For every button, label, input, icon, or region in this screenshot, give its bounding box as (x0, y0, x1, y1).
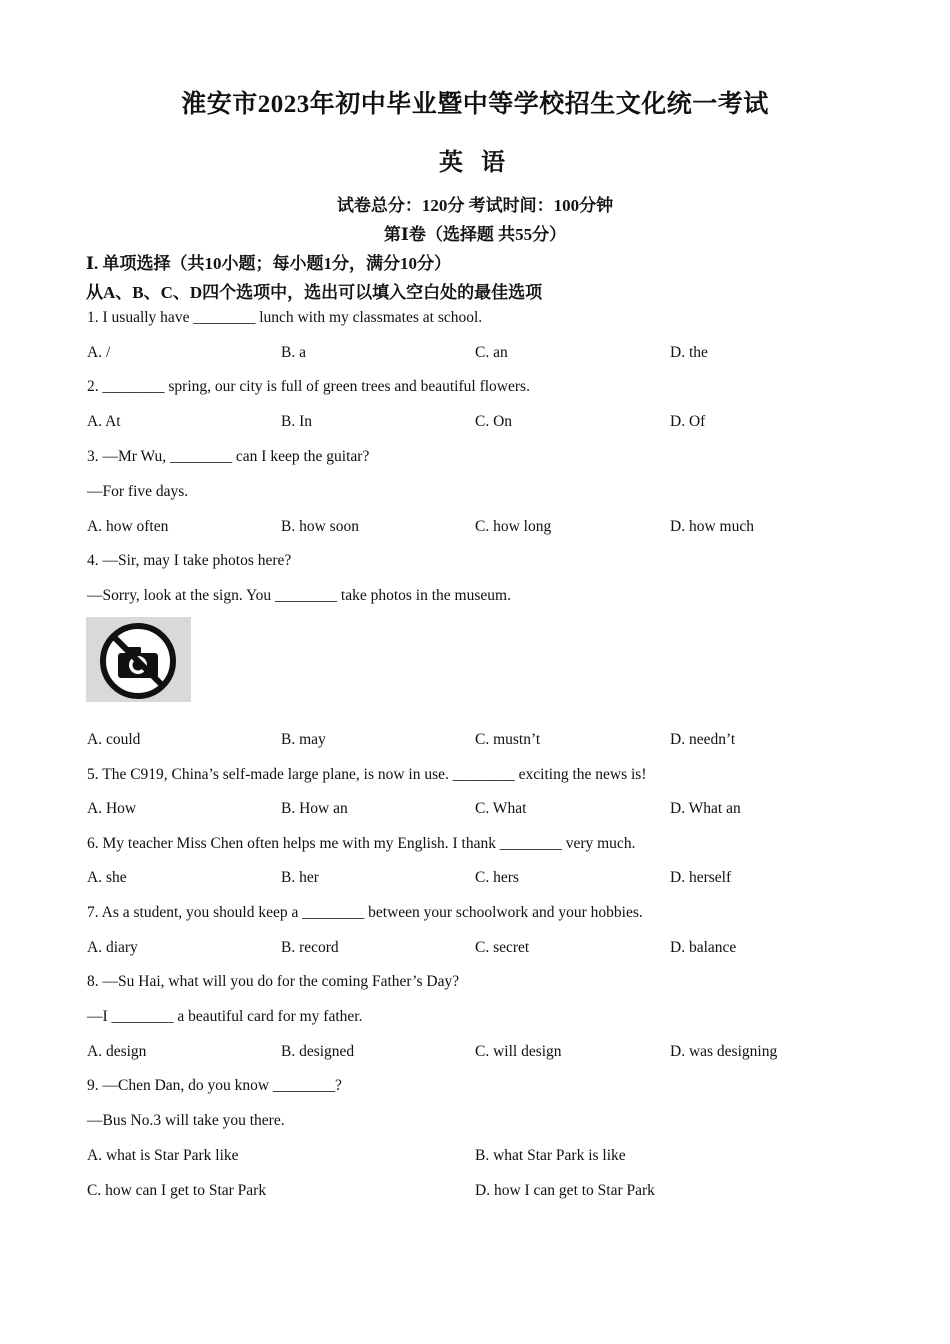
option-c: C. What (475, 800, 527, 817)
no-camera-sign-image (86, 617, 191, 702)
option-a: A. could (87, 731, 141, 748)
option-d: D. how I can get to Star Park (475, 1182, 655, 1199)
option-a: A. design (87, 1043, 147, 1060)
option-d: D. how much (670, 518, 754, 535)
question-stem: 1. I usually have ________ lunch with my classmates at school. (87, 309, 483, 326)
question-reply: —For five days. (87, 483, 189, 500)
option-a: A. how often (87, 518, 169, 535)
option-a: A. At (87, 413, 121, 430)
option-d: D. herself (670, 869, 732, 886)
question-stem: 9. —Chen Dan, do you know ________? (87, 1077, 342, 1094)
option-c: C. secret (475, 939, 530, 956)
question-stem: 3. —Mr Wu, ________ can I keep the guitar? (87, 448, 370, 465)
option-c: C. will design (475, 1043, 562, 1060)
question-stem: 5. The C919, China’s self-made large plane, is now in use. ________ exciting the news is! (87, 766, 647, 783)
question-stem: 4. —Sir, may I take photos here? (87, 552, 292, 569)
section-heading: Ⅰ. 单项选择（共10小题；每小题1分，满分10分） (86, 254, 451, 273)
option-c: C. how can I get to Star Park (87, 1182, 267, 1199)
option-b: B. In (281, 413, 312, 430)
subject-title: 英 语 (439, 150, 511, 176)
option-a: A. How (87, 800, 137, 817)
option-b: B. how soon (281, 518, 359, 535)
option-c: C. an (475, 344, 508, 361)
option-b: B. a (281, 344, 306, 361)
question-reply: —I ________ a beautiful card for my father. (87, 1008, 363, 1025)
option-b: B. may (281, 731, 326, 748)
part-title: 第Ⅰ卷（选择题 共55分） (383, 225, 567, 244)
option-d: D. balance (670, 939, 737, 956)
option-a: A. what is Star Park like (87, 1147, 239, 1164)
question-stem: 6. My teacher Miss Chen often helps me with my English. I thank ________ very much. (87, 835, 636, 852)
question-stem: 2. ________ spring, our city is full of green trees and beautiful flowers. (87, 378, 530, 395)
exam-title: 淮安市2023年初中毕业暨中等学校招生文化统一考试 (181, 91, 769, 118)
option-b: B. what Star Park is like (475, 1147, 626, 1164)
section-instruction: 从A、B、C、D四个选项中，选出可以填入空白处的最佳选项 (86, 283, 543, 302)
question-reply: —Bus No.3 will take you there. (87, 1112, 285, 1129)
option-b: B. her (281, 869, 319, 886)
option-d: D. the (670, 344, 708, 361)
no-camera-icon (86, 617, 191, 702)
option-c: C. how long (475, 518, 552, 535)
question-stem: 8. —Su Hai, what will you do for the coming Father’s Day? (87, 973, 460, 990)
option-c: C. On (475, 413, 513, 430)
option-c: C. mustn’t (475, 731, 541, 748)
option-a: A. diary (87, 939, 138, 956)
option-d: D. What an (670, 800, 741, 817)
option-c: C. hers (475, 869, 519, 886)
option-b: B. record (281, 939, 339, 956)
option-a: A. / (87, 344, 111, 361)
exam-info: 试卷总分：120分 考试时间：100分钟 (336, 196, 614, 215)
option-b: B. How an (281, 800, 348, 817)
option-d: D. needn’t (670, 731, 736, 748)
question-reply: —Sorry, look at the sign. You ________ take photos in the museum. (87, 587, 511, 604)
option-b: B. designed (281, 1043, 355, 1060)
option-d: D. Of (670, 413, 706, 430)
option-d: D. was designing (670, 1043, 778, 1060)
option-a: A. she (87, 869, 127, 886)
question-stem: 7. As a student, you should keep a ________ between your schoolwork and your hobbies. (87, 904, 643, 921)
